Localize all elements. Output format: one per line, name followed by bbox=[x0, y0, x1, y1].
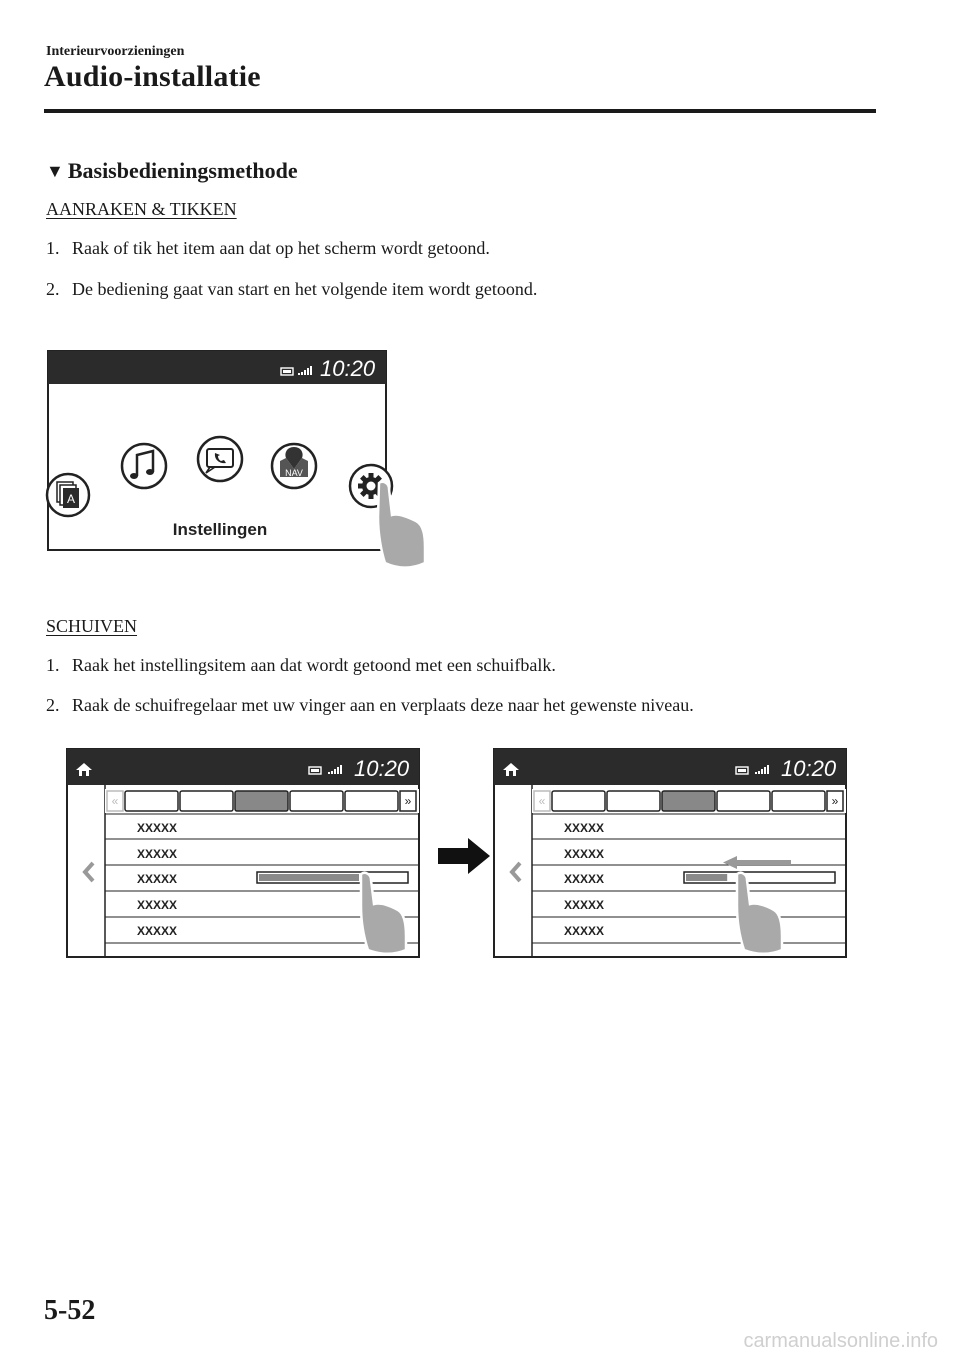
touch-step-2 bbox=[46, 279, 537, 300]
slide-step-2 bbox=[46, 695, 694, 716]
section-heading bbox=[46, 158, 298, 184]
step-text: Raak het instellingsitem aan dat wordt getoond met een schuifbalk. bbox=[72, 655, 556, 675]
screen-time: 10:20 bbox=[320, 356, 376, 381]
finger-icon bbox=[378, 482, 425, 568]
tab-scroll-left-icon: « bbox=[111, 794, 119, 808]
slide-subheading: SCHUIVEN bbox=[46, 616, 138, 636]
step-number: 2. bbox=[46, 695, 60, 715]
list-item: XXXXX bbox=[137, 924, 178, 938]
slide-step-1 bbox=[46, 655, 556, 676]
tab-scroll-left-icon: « bbox=[538, 794, 546, 808]
chapter-title: Audio-installatie bbox=[44, 60, 261, 93]
step-text: Raak de schuifregelaar met uw vinger aan en verplaats deze naar het gewenste niveau. bbox=[72, 695, 694, 715]
settings-label: Instellingen bbox=[172, 520, 268, 539]
touch-step-1 bbox=[46, 238, 490, 259]
touch-screen-illustration bbox=[40, 345, 440, 580]
list-item: XXXXX bbox=[137, 872, 178, 886]
slider-fill bbox=[259, 874, 359, 881]
apps-badge: A bbox=[66, 492, 76, 506]
screen-time: 10:20 bbox=[354, 756, 410, 781]
right-arrow-icon bbox=[436, 836, 492, 876]
phone-icon bbox=[198, 437, 242, 481]
list-item: XXXXX bbox=[137, 847, 178, 861]
step-number: 1. bbox=[46, 655, 60, 675]
page-number: 5-52 bbox=[44, 1295, 96, 1326]
screen-time: 10:20 bbox=[781, 756, 837, 781]
navigation-icon bbox=[272, 444, 316, 488]
section-heading-text: Basisbedieningsmethode bbox=[67, 158, 298, 183]
list-item: XXXXX bbox=[137, 821, 178, 835]
apps-icon bbox=[47, 474, 89, 516]
step-number: 2. bbox=[46, 279, 60, 299]
watermark: carmanualsonline.info bbox=[743, 1330, 938, 1352]
list-item: XXXXX bbox=[564, 847, 605, 861]
step-number: 1. bbox=[46, 238, 60, 258]
tab-scroll-right-icon: » bbox=[404, 794, 412, 808]
list-item: XXXXX bbox=[564, 872, 605, 886]
tab-scroll-right-icon: » bbox=[831, 794, 839, 808]
nav-badge: NAV bbox=[285, 468, 303, 478]
slider-fill bbox=[686, 874, 727, 881]
triangle-down-icon: ▼ bbox=[46, 160, 64, 181]
tab-bar bbox=[105, 789, 419, 813]
slider-screen-before bbox=[64, 746, 424, 961]
list-item: XXXXX bbox=[564, 898, 605, 912]
list-item: XXXXX bbox=[564, 924, 605, 938]
list-item: XXXXX bbox=[137, 898, 178, 912]
music-icon bbox=[122, 444, 166, 488]
tab-bar bbox=[532, 789, 846, 813]
title-rule bbox=[44, 109, 876, 113]
step-text: Raak of tik het item aan dat op het scherm wordt getoond. bbox=[72, 238, 490, 258]
list-item: XXXXX bbox=[564, 821, 605, 835]
section-label: Interieurvoorzieningen bbox=[46, 44, 185, 59]
touch-subheading: AANRAKEN & TIKKEN bbox=[46, 199, 237, 219]
slider-screen-after bbox=[491, 746, 851, 961]
step-text: De bediening gaat van start en het volgende item wordt getoond. bbox=[72, 279, 538, 299]
